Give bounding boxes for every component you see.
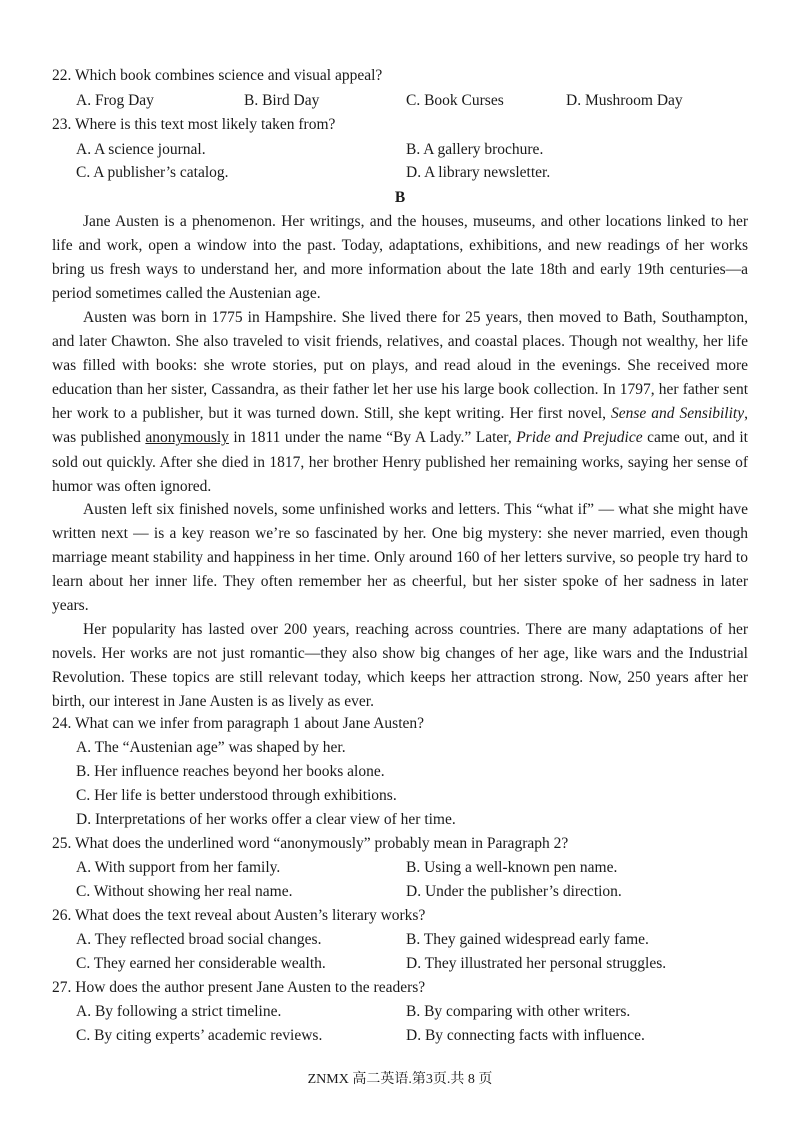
paragraph-2-text-3: in 1811 under the name “By A Lady.” Later,	[228, 429, 517, 447]
question-25-option-c: C. Without showing her real name.	[76, 883, 293, 900]
question-27-option-b: B. By comparing with other writers.	[406, 1003, 631, 1020]
question-24-option-b: B. Her influence reaches beyond her books alone.	[76, 763, 385, 780]
question-22-stem: 22. Which book combines science and visual appeal?	[52, 67, 383, 84]
question-24-option-d: D. Interpretations of her works offer a clear view of her time.	[76, 811, 456, 828]
question-27-option-c: C. By citing experts’ academic reviews.	[76, 1027, 323, 1044]
question-26-option-d: D. They illustrated her personal struggles.	[406, 955, 667, 972]
question-25-stem: 25. What does the underlined word “anonymously” probably mean in Paragraph 2?	[52, 835, 569, 852]
question-25-option-a: A. With support from her family.	[76, 859, 281, 876]
question-23-option-b: B. A gallery brochure.	[406, 141, 544, 158]
question-25-option-d: D. Under the publisher’s direction.	[406, 883, 622, 900]
section-letter: B	[394, 189, 406, 206]
question-22-option-d: D. Mushroom Day	[566, 92, 683, 109]
question-22-option-c: C. Book Curses	[406, 92, 504, 109]
passage-paragraph-4: Her popularity has lasted over 200 years, reaching across countries. There are many adaptations of her novels. Her works are not just romantic—they also show big changes of her age, like wars and the Industrial Revolution. These topics are still relevant today, which keeps her attraction strong. Now, 250 years after her birth, our interest in Jane Austen is as lively as ever.	[52, 621, 748, 711]
novel-title-sense-and-sensibility: Sense and Sensibility	[611, 405, 745, 423]
paragraph-2-text-1: Austen was born in 1775 in Hampshire. She lived there for 25 years, then moved to Bath, Southampton, and later Chawton. She also traveled to visit friends, relatives, and coastal places. Though not wealthy, her life was filled with books: she wrote stories, put on plays, and read aloud in the evenings. She received more education than her sister, Cassandra, as their father let her use his large book collection. In 1797, her father sent her work to a publisher, but it was turned down. Still, she kept writing. Her first novel,	[52, 309, 748, 423]
question-25-option-b: B. Using a well-known pen name.	[406, 859, 618, 876]
question-23-option-a: A. A science journal.	[76, 141, 206, 158]
paragraph-2-text-2: , was published	[52, 405, 748, 447]
question-22-option-a: A. Frog Day	[76, 92, 154, 109]
question-26-option-c: C. They earned her considerable wealth.	[76, 955, 326, 972]
passage-paragraph-3: Austen left six finished novels, some unfinished works and letters. This “what if” — what she might have written next — is a key reason we’re so fascinated by her. One big mystery: she never married, even though marriage meant stability and happiness in her time. Only around 160 of her letters survive, so people try hard to learn about her inner life. They often remember her as cheerful, but her sister spoke of her sadness in later years.	[52, 501, 748, 615]
paragraph-2-text-4: came out, and it sold out quickly. After she died in 1817, her brother Henry published her remaining works, saying her sense of humor was often ignored.	[52, 429, 748, 495]
question-26-stem: 26. What does the text reveal about Austen’s literary works?	[52, 907, 426, 924]
page-footer: ZNMX 高二英语.第3页.共 8 页	[307, 1072, 493, 1087]
underlined-word-anonymously: anonymously	[145, 429, 229, 447]
question-26-option-a: A. They reflected broad social changes.	[76, 931, 322, 948]
question-23-option-c: C. A publisher’s catalog.	[76, 164, 229, 181]
question-26-option-b: B. They gained widespread early fame.	[406, 931, 649, 948]
question-27-option-a: A. By following a strict timeline.	[76, 1003, 282, 1020]
question-24-stem: 24. What can we infer from paragraph 1 about Jane Austen?	[52, 715, 425, 732]
novel-title-pride-and-prejudice: Pride and Prejudice	[516, 429, 643, 447]
question-23-stem: 23. Where is this text most likely taken from?	[52, 116, 336, 133]
passage-paragraph-2	[52, 306, 748, 499]
passage-paragraph-1: Jane Austen is a phenomenon. Her writings, and the houses, museums, and other locations linked to her life and work, open a window into the past. Today, adaptations, exhibitions, and new readings of her works bring us fresh ways to understand her, and more information about the late 18th and early 19th centuries—a period sometimes called the Austenian age.	[52, 213, 748, 303]
question-24-option-c: C. Her life is better understood through exhibitions.	[76, 787, 397, 804]
question-24-option-a: A. The “Austenian age” was shaped by her.	[76, 739, 346, 756]
question-27-stem: 27. How does the author present Jane Austen to the readers?	[52, 979, 426, 996]
question-27-option-d: D. By connecting facts with influence.	[406, 1027, 645, 1044]
question-22-option-b: B. Bird Day	[244, 92, 320, 109]
question-23-option-d: D. A library newsletter.	[406, 164, 551, 181]
